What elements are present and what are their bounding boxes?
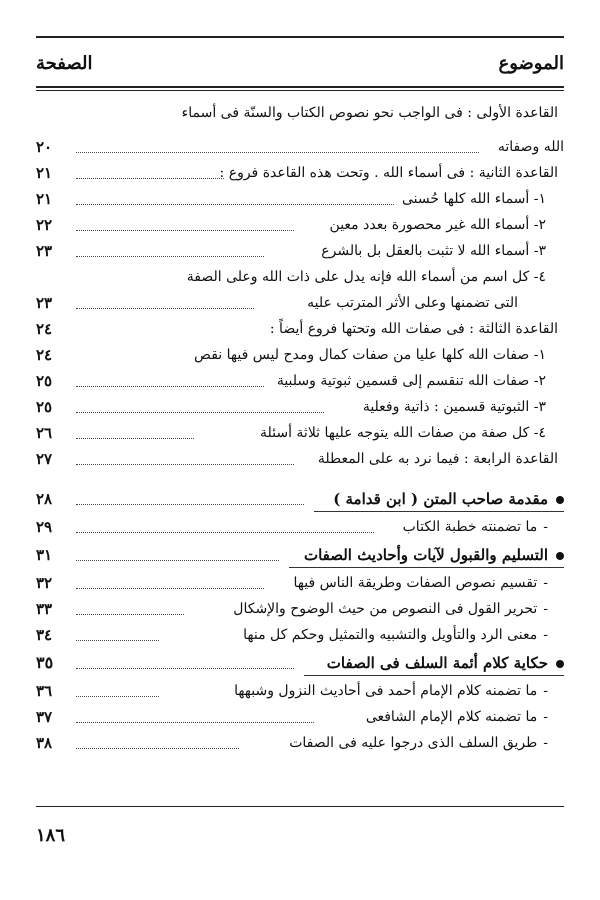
dot-leader <box>76 152 479 153</box>
entry-page: ٢٥ <box>36 372 53 390</box>
toc-entry <box>36 134 564 160</box>
entry-text: ٤- كل اسم من أسماء الله فإنه يدل على ذات الله وعلى الصفة <box>186 269 546 285</box>
toc-entry <box>36 570 564 596</box>
entry-page: ٣١ <box>36 546 53 564</box>
entry-page: ٢٤ <box>36 320 53 338</box>
entry-page: ٣٣ <box>36 600 53 618</box>
toc-entry <box>36 704 564 730</box>
toc-entry <box>36 678 564 704</box>
entry-page: ٢١ <box>36 190 53 208</box>
header-rule-thin <box>36 90 564 91</box>
entry-page: ٣٥ <box>36 653 54 672</box>
entry-page: ٢١ <box>36 164 53 182</box>
entry-page: ٣٧ <box>36 708 53 726</box>
footer-rule <box>36 806 564 807</box>
entry-text: ١- صفات الله كلها عليا من صفات كمال ومدح ليس فيها نقص <box>194 347 546 363</box>
entry-text: -ما تضمنته خطبة الكتاب <box>402 519 548 535</box>
entry-text: القاعدة الأولى : فى الواجب نحو نصوص الكتاب والسنّة فى أسماء <box>181 105 558 121</box>
toc-header <box>36 48 564 78</box>
dot-leader <box>76 412 324 413</box>
section-title: حكاية كلام أئمة السلف فى الصفات <box>327 650 564 676</box>
top-rule <box>36 36 564 38</box>
entry-page: ٣٢ <box>36 574 53 592</box>
topic-column-label: الموضوع <box>498 52 564 74</box>
dot-leader <box>76 614 184 615</box>
dot-leader <box>76 256 264 257</box>
dot-leader <box>76 588 264 589</box>
toc-entry <box>36 238 564 264</box>
entry-page: ٢٣ <box>36 242 53 260</box>
dot-leader <box>76 204 394 205</box>
entry-page: ٢٠ <box>36 138 53 156</box>
entry-text: ٢- صفات الله تنقسم إلى قسمين ثبوتية وسلبية <box>276 373 546 389</box>
entry-text: ٣- أسماء الله لا تثبت بالعقل بل بالشرع <box>321 243 546 259</box>
entry-page: ٢٧ <box>36 450 53 468</box>
header-rule <box>36 86 564 88</box>
dot-leader <box>76 230 294 231</box>
toc-entry <box>36 264 564 290</box>
bullet-icon <box>556 552 564 560</box>
entry-page: ٣٦ <box>36 682 53 700</box>
entry-page: ٢٣ <box>36 294 53 312</box>
toc-entry <box>36 420 564 446</box>
entry-text: ١- أسماء الله كلها حُسنى <box>402 191 546 207</box>
dot-leader <box>76 560 279 561</box>
entry-page: ٢٥ <box>36 398 53 416</box>
bullet-icon <box>556 660 564 668</box>
entry-page: ٢٦ <box>36 424 53 442</box>
entry-text: ٣- الثبوتية قسمين : ذاتية وفعلية <box>362 399 546 415</box>
dot-leader <box>76 640 159 641</box>
entry-page: ٣٨ <box>36 734 53 752</box>
entry-page: ٢٤ <box>36 346 53 364</box>
section-underline <box>289 567 564 568</box>
toc-entry <box>36 446 564 472</box>
entry-text: الله وصفاته <box>497 139 564 155</box>
section-underline <box>314 511 564 512</box>
entry-text: -ما تضمنه كلام الإمام الشافعى <box>365 709 548 725</box>
entry-text: القاعدة الرابعة : فيما نرد به على المعطلة <box>317 451 558 467</box>
dot-leader <box>76 722 314 723</box>
toc-entry <box>36 212 564 238</box>
dot-leader <box>76 748 239 749</box>
entry-text: -طريق السلف الذى درجوا عليه فى الصفات <box>289 735 548 751</box>
entry-text: -معنى الرد والتأويل والتشبيه والتمثيل وحكم كل منها <box>243 627 548 643</box>
toc-entry <box>36 290 564 316</box>
section-title: مقدمة صاحب المتن ( ابن قدامة ) <box>333 486 564 512</box>
toc-section <box>36 542 564 568</box>
entry-text: -ما تضمنه كلام الإمام أحمد فى أحاديث النزول وشبهها <box>234 683 548 699</box>
dot-leader <box>76 438 194 439</box>
entry-page: ٣٤ <box>36 626 53 644</box>
dot-leader <box>76 464 294 465</box>
toc-entry <box>36 342 564 368</box>
dot-leader <box>76 504 304 505</box>
dot-leader <box>76 308 254 309</box>
entry-page: ٢٩ <box>36 518 53 536</box>
dot-leader <box>76 696 159 697</box>
entry-text: التى تضمنها وعلى الأثر المترتب عليه <box>307 295 518 311</box>
bullet-icon <box>556 496 564 504</box>
entry-text: ٢- أسماء الله غير محصورة بعدد معين <box>329 217 546 233</box>
entry-text: -تحرير القول فى النصوص من حيث الوضوح والإشكال <box>233 601 548 617</box>
toc-entry <box>36 186 564 212</box>
toc-section <box>36 486 564 512</box>
toc-entry <box>36 160 564 186</box>
toc-entry <box>36 596 564 622</box>
toc-entry <box>36 514 564 540</box>
toc-section <box>36 650 564 676</box>
toc-entry <box>36 100 558 126</box>
entry-text: القاعدة الثانية : فى أسماء الله . وتحت هذه القاعدة فروع : <box>219 165 558 181</box>
dot-leader <box>76 532 374 533</box>
entry-page: ٢٢ <box>36 216 53 234</box>
toc-entry <box>36 368 564 394</box>
section-title: التسليم والقبول لآيات وأحاديث الصفات <box>304 542 564 568</box>
page-number: ١٨٦ <box>36 825 66 846</box>
toc-entry <box>36 730 564 756</box>
entry-text: القاعدة الثالثة : فى صفات الله وتحتها فروع أيضاً : <box>269 321 558 337</box>
entry-text: -تقسيم نصوص الصفات وطريقة الناس فيها <box>293 575 548 591</box>
toc-entry <box>36 394 564 420</box>
entry-page: ٢٨ <box>36 490 53 508</box>
dot-leader <box>76 668 294 669</box>
entry-text: ٤- كل صفة من صفات الله يتوجه عليها ثلاثة أسئلة <box>259 425 546 441</box>
toc-entry <box>36 622 564 648</box>
dot-leader <box>76 178 224 179</box>
section-underline <box>304 675 564 676</box>
toc-entry <box>36 316 564 342</box>
dot-leader <box>76 386 264 387</box>
page-column-label: الصفحة <box>36 52 93 74</box>
